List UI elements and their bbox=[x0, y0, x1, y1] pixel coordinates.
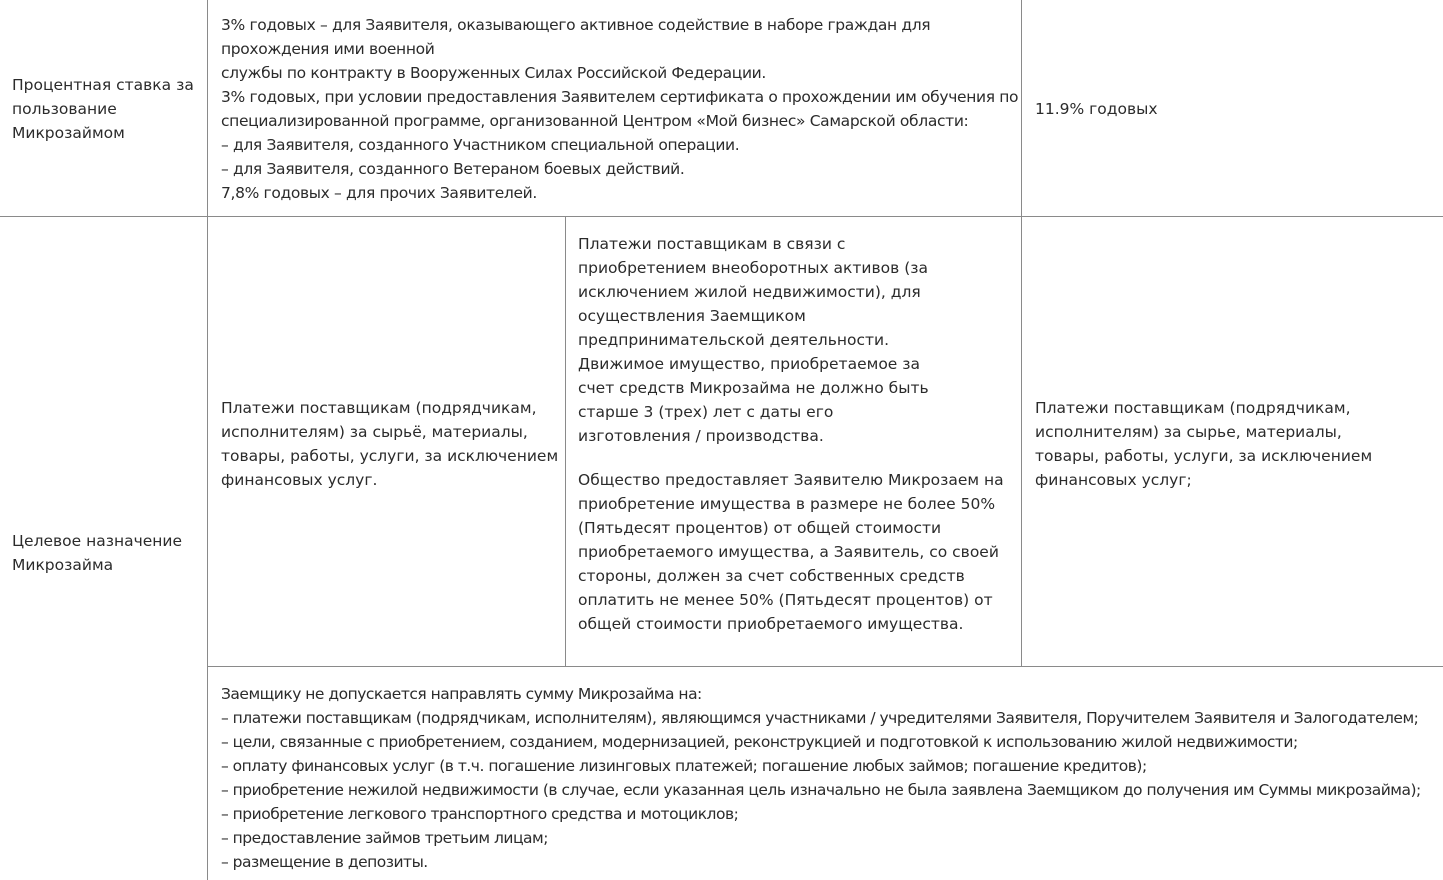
purpose-standard-cell: Платежи поставщикам (подрядчикам, исполнителям) за сырье, материалы, товары, работы, услуги, за исключением финансовых услуг; bbox=[1035, 399, 1373, 489]
row-divider-rate bbox=[0, 216, 1443, 217]
purpose-cofinancing-cell: Общество предоставляет Заявителю Микрозаем на приобретение имущества в размере не более 50% (Пятьдесят процентов) от общей стоимости приобретаемого имущества, а Заявитель, со своей стороны, должен за счет собственных средств оплатить не менее 50% (Пятьдесят процентов) от общей стоимости приобретаемого имущества. bbox=[578, 471, 1004, 633]
purpose-restrictions-cell: Заемщику не допускается направлять сумму Микрозайма на: – платежи поставщикам (подрядчикам, исполнителям), являющимся участниками / учредителями Заявителя, Поручителем Заявителя и Залогодателем; – цели, связанные с приобретением, созданием, модернизацией, реконструкцией и подготовкой к использованию жилой недвижимости; – оплату финансовых услуг (в т.ч. погашение лизинговых платежей; погашение любых займов; погашение кредитов); – приобретение нежилой недвижимости (в случае, если указанная цель изначально не была заявлена Заемщиком до получения им Суммы микрозайма); – приобретение легкового транспортного средства и мотоциклов; – предоставление займов третьим лицам; – размещение в депозиты. bbox=[221, 685, 1421, 871]
purpose-fixed-assets-cell: Платежи поставщикам в связи с приобретением внеоборотных активов (за исключением жилой недвижимости), для осуществления Заемщиком предпринимательской деятельности. Движимое имущество, приобретаемое за счет средств Микрозайма не должно быть старше 3 (трех) лет с даты его изготовления / производства. bbox=[578, 235, 929, 445]
purpose-label-cell: Целевое назначение Микрозайма bbox=[12, 532, 183, 574]
purpose-working-capital-cell: Платежи поставщикам (подрядчикам, исполнителям) за сырьё, материалы, товары, работы, услуги, за исключением финансовых услуг. bbox=[221, 399, 559, 489]
column-divider-middle bbox=[565, 217, 566, 667]
rate-standard-terms-cell: 11.9% годовых bbox=[1035, 100, 1158, 118]
column-divider-left bbox=[207, 0, 208, 880]
column-divider-right bbox=[1021, 0, 1022, 667]
rate-label-cell: Процентная ставка за пользование Микрозаймом bbox=[12, 76, 194, 142]
rate-special-terms-cell: 3% годовых – для Заявителя, оказывающего активное содействие в наборе граждан для прохождения ими военной службы по контракту в Вооруженных Силах Российской Федерации. 3% годовых, при условии предоставления Заявителем сертификата о прохождении им обучения по специализированной программе, организованной Центром «Мой бизнес» Самарской области: – для Заявителя, созданного Участником специальной операции. – для Заявителя, созданного Ветераном боевых действий. 7,8% годовых – для прочих Заявителей. bbox=[221, 16, 1019, 202]
row-divider-purpose bbox=[207, 666, 1443, 667]
